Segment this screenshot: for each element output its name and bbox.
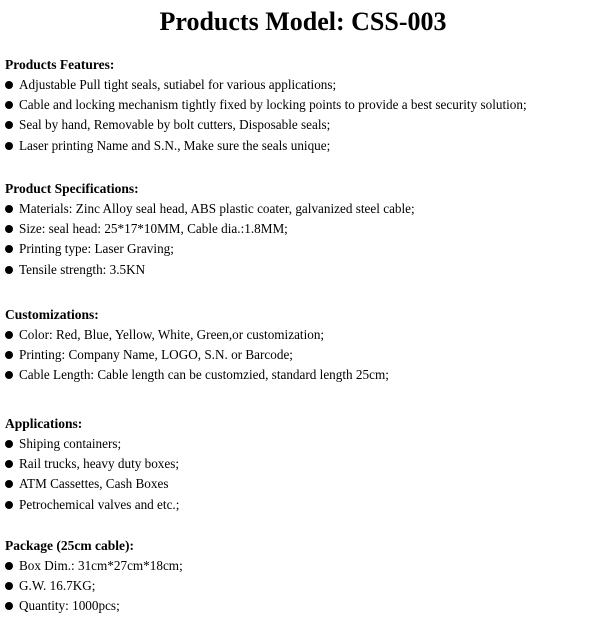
item-text: Laser printing Name and S.N., Make sure the seals unique; — [19, 137, 331, 153]
bullet-icon — [5, 351, 13, 359]
section-heading: Product Specifications: — [5, 181, 139, 196]
list-item — [5, 576, 605, 596]
section-heading: Products Features: — [5, 57, 115, 72]
bullet-icon — [5, 225, 13, 233]
section-applications — [5, 414, 605, 515]
section-customizations — [5, 305, 605, 386]
bullet-icon — [5, 562, 13, 570]
section-heading: Customizations: — [5, 307, 99, 322]
list-item — [5, 95, 605, 115]
item-text: Printing: Company Name, LOGO, S.N. or Barcode; — [19, 347, 293, 363]
section-heading: Applications: — [5, 416, 83, 431]
item-text: Cable and locking mechanism tightly fixed by locking points to provide a best security solution; — [19, 97, 527, 113]
item-text: Rail trucks, heavy duty boxes; — [19, 456, 180, 472]
bullet-icon — [5, 501, 13, 509]
bullet-icon — [5, 602, 13, 610]
item-text: Printing type: Laser Graving; — [19, 241, 174, 257]
list-item — [5, 260, 605, 280]
bullet-icon — [5, 142, 13, 150]
section-features — [5, 55, 605, 156]
section-package — [5, 536, 605, 617]
bullet-icon — [5, 582, 13, 590]
item-text: Petrochemical valves and etc.; — [19, 496, 180, 512]
bullet-icon — [5, 81, 13, 89]
list-item — [5, 474, 605, 494]
list-item — [5, 556, 605, 576]
bullet-icon — [5, 121, 13, 129]
bullet-icon — [5, 266, 13, 274]
list-item — [5, 345, 605, 365]
item-text: G.W. 16.7KG; — [19, 578, 96, 594]
section-heading: Package (25cm cable): — [5, 538, 134, 553]
item-text: Adjustable Pull tight seals, sutiabel for various applications; — [19, 77, 337, 92]
list-item — [5, 115, 605, 135]
item-text: Materials: Zinc Alloy seal head, ABS plastic coater, galvanized steel cable; — [19, 201, 415, 216]
list-item — [5, 75, 605, 95]
list-item — [5, 495, 605, 515]
list-item — [5, 136, 605, 156]
bullet-icon — [5, 205, 13, 213]
bullet-icon — [5, 331, 13, 339]
item-text: Shiping containers; — [19, 436, 122, 451]
item-text: Cable Length: Cable length can be customzied, standard length 25cm; — [19, 367, 389, 383]
list-item — [5, 596, 605, 616]
bullet-icon — [5, 245, 13, 253]
list-item — [5, 365, 605, 385]
list-item — [5, 454, 605, 474]
page-title: Products Model: CSS-003 — [159, 7, 447, 36]
bullet-icon — [5, 460, 13, 468]
bullet-icon — [5, 440, 13, 448]
list-item — [5, 199, 605, 219]
bullet-icon — [5, 371, 13, 379]
item-text: ATM Cassettes, Cash Boxes — [19, 476, 169, 492]
item-text: Seal by hand, Removable by bolt cutters, Disposable seals; — [19, 117, 331, 133]
bullet-icon — [5, 480, 13, 488]
list-item — [5, 219, 605, 239]
list-item — [5, 239, 605, 259]
item-text: Quantity: 1000pcs; — [19, 598, 120, 614]
item-text: Size: seal head: 25*17*10MM, Cable dia.:1.8MM; — [19, 221, 288, 237]
section-specifications — [5, 179, 605, 280]
item-text: Box Dim.: 31cm*27cm*18cm; — [19, 558, 183, 573]
item-text: Color: Red, Blue, Yellow, White, Green,or customization; — [19, 327, 325, 342]
list-item — [5, 325, 605, 345]
bullet-icon — [5, 101, 13, 109]
list-item — [5, 434, 605, 454]
item-text: Tensile strength: 3.5KN — [19, 261, 146, 277]
